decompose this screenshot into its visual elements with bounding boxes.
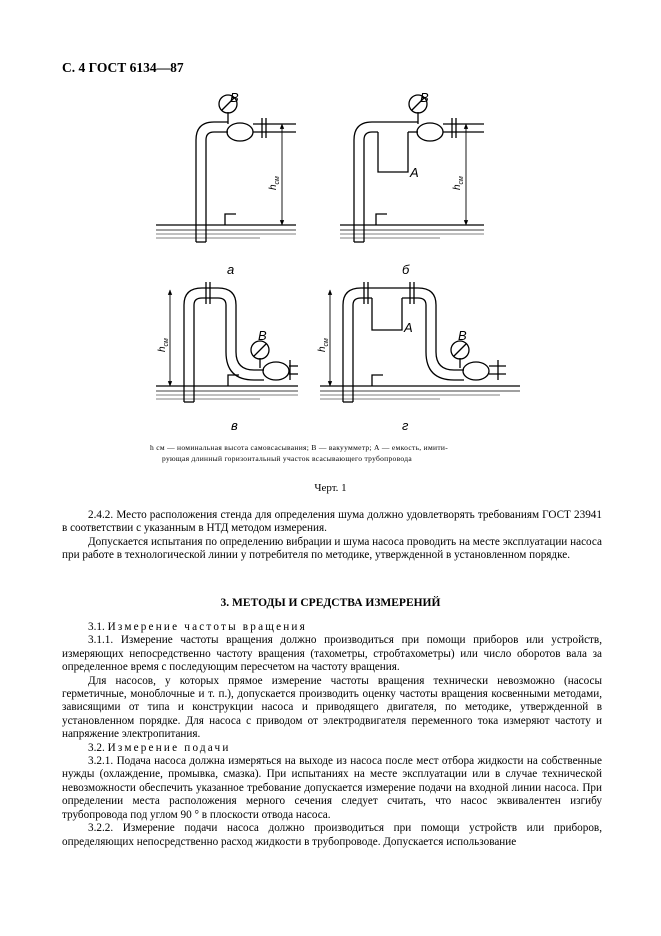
svg-text:hсм: $h_{см}$ — [268, 176, 281, 190]
height-label-g — [317, 338, 330, 352]
legend-line-1: h см — номинальная высота самовсасывания; В — вакуумметр; А — емкость, имити- — [150, 443, 449, 452]
section-2-4-2 — [62, 509, 602, 563]
figure-caption: Черт. 1 — [314, 482, 347, 494]
scheme-g — [320, 282, 520, 402]
label-gauge-a: В — [230, 90, 239, 105]
paragraph-2-4-2: 2.4.2. Место расположения стенда для определения шума должно удовлетворять требованиям ГОСТ 23941 в соответствии с указанным в НТД методом измерения. — [62, 509, 602, 535]
figure-legend — [150, 442, 550, 464]
scheme-a — [156, 95, 296, 242]
panel-label-b: б — [402, 262, 410, 277]
subsection-3-2-title: 3.2. Измерение подачи — [88, 741, 231, 754]
paragraph-3-1-1: 3.1.1. Измерение частоты вращения должно производиться при помощи приборов или устройств, измеряющих непосредственно частоту вращения (тахометры, стробтахометры) или число оборотов вала за определенное время с последующим пересчетом на частоту вращения. — [62, 634, 602, 674]
height-label-a — [268, 176, 281, 190]
scheme-v — [156, 282, 298, 402]
height-label-b — [452, 176, 465, 190]
label-tank-g: А — [404, 320, 413, 335]
paragraph-3-2-1: 3.2.1. Подача насоса должна измеряться на выходе из насоса после мест отбора жидкости на собственные нужды (охлаждение, промывка, смазка). При испытаниях на месте эксплуатации или в случае технической невозможности обеспечить указанное требование допускается измерение подачи на входной линии насоса. При определении места расположения мерного сечения следует считать, что насос эквивалентен изгибу трубопровода под углом 90 ° в плоскости отвода насоса. — [62, 755, 602, 821]
section-3-body — [62, 621, 602, 849]
panel-label-a: а — [227, 262, 235, 277]
label-gauge-g: В — [458, 328, 467, 343]
panel-label-g: г — [402, 418, 409, 433]
label-gauge-b: В — [420, 90, 429, 105]
svg-text:hсм: $h_{см}$ — [157, 338, 170, 352]
paragraph-3-2-2: 3.2.2. Измерение подачи насоса должно производиться при помощи устройств или приборов, определяющих непосредственно расход жидкости в трубопроводе. Допускается использование — [62, 822, 602, 848]
legend-line-2: рующая длинный горизонтальный участок всасывающего трубопровода — [162, 454, 412, 463]
subsection-3-1-title: 3.1. Измерение частоты вращения — [88, 621, 307, 633]
paragraph-vibration-noise: Допускается испытания по определению вибрации и шума насоса проводить на месте эксплуатации насоса при работе в технологической линии у потребителя по методике, утвержденной в установленном порядке. — [62, 535, 602, 562]
section-3-heading: 3. МЕТОДЫ И СРЕДСТВА ИЗМЕРЕНИЙ — [220, 597, 441, 609]
panel-label-v: в — [231, 418, 238, 433]
height-label-v — [157, 338, 170, 352]
page-header: С. 4 ГОСТ 6134—87 — [62, 60, 184, 75]
svg-text:hсм: $h_{см}$ — [452, 176, 465, 190]
paragraph-3-1-1-b: Для насосов, у которых прямое измерение частоты вращения технически невозможно (насосы герметичные, моноблочные и т. п.), допускается производить оценку частоты вращения косвенными методами, зависящими от типа и конструкции насоса и приводящего двигателя, по методике, утвержденной в установленном порядке. Для насоса с приводом от электродвигателя переменного тока измеряют частоту и напряжение электропитания. — [62, 674, 602, 741]
label-tank-b: А — [410, 165, 419, 180]
svg-text:hсм: $h_{см}$ — [317, 338, 330, 352]
label-gauge-v: В — [258, 328, 267, 343]
